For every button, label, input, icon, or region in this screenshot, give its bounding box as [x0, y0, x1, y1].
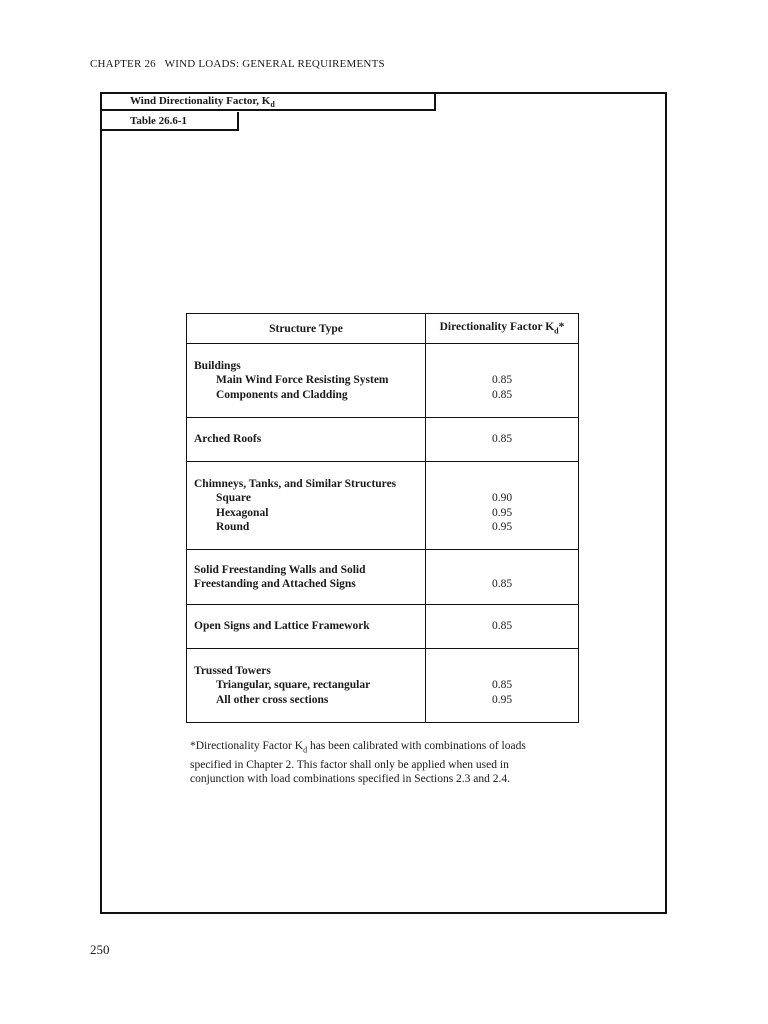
row-subitem: Triangular, square, rectangular [216, 679, 371, 692]
structure-type-cell [187, 649, 426, 723]
factor-value: 0.90 [491, 492, 513, 504]
table-row [187, 649, 579, 723]
chapter-label: CHAPTER 26 [90, 58, 156, 70]
factor-value: 0.95 [491, 506, 513, 519]
row-heading: Buildings [194, 359, 241, 372]
factor-value: 0.85 [491, 374, 513, 387]
factor-cell [426, 649, 579, 723]
table-header-row [187, 314, 579, 344]
table-row [187, 462, 579, 550]
factor-cell [426, 344, 579, 418]
factor-value: 0.85 [491, 388, 513, 401]
structure-type-cell [187, 550, 426, 605]
row-subitem: Hexagonal [216, 506, 269, 519]
row-subitem: Components and Cladding [216, 388, 348, 401]
row-heading: Arched Roofs [194, 433, 262, 446]
table-row [187, 344, 579, 418]
chapter-title: WIND LOADS: GENERAL REQUIREMENTS [164, 58, 385, 70]
factor-value: 0.85 [491, 679, 513, 692]
row-subitem: Square [216, 492, 251, 504]
row-subitem: All other cross sections [216, 693, 329, 706]
row-heading: Freestanding and Attached Signs [194, 578, 356, 590]
row-subitem: Round [216, 521, 250, 533]
structure-type-cell [187, 462, 426, 550]
table-row [187, 605, 579, 649]
table-title: Wind Directionality Factor, $K_d$ [130, 95, 275, 110]
header-structure-type: Structure Type [187, 314, 426, 344]
factor-cell [426, 462, 579, 550]
table-footnote: *Directionality Factor $K_d$ has been calibrated with combinations of loads specified in Chapter 2. This factor shall only be applied when used in conjunction with load combinations specified in Sections 2.3 and 2.4. [190, 740, 526, 785]
running-head [90, 58, 385, 70]
row-heading: Chimneys, Tanks, and Similar Structures [194, 477, 397, 490]
factor-value: 0.95 [491, 521, 513, 533]
factor-value: 0.85 [491, 578, 513, 590]
structure-type-cell [187, 418, 426, 462]
factor-value: 0.85 [491, 433, 513, 446]
table-row [187, 418, 579, 462]
structure-type-cell [187, 605, 426, 649]
factor-cell [426, 550, 579, 605]
directionality-table [186, 313, 579, 723]
header-directionality-factor: Directionality Factor $K_d*$ [426, 314, 579, 344]
row-heading: Solid Freestanding Walls and Solid [194, 563, 366, 576]
factor-cell [426, 418, 579, 462]
factor-value: 0.95 [491, 693, 513, 706]
factor-value: 0.85 [491, 620, 513, 633]
row-heading: Trussed Towers [194, 664, 271, 677]
table-row [187, 550, 579, 605]
row-heading: Open Signs and Lattice Framework [194, 620, 370, 633]
table-number: Table 26.6-1 [130, 115, 188, 127]
page-number: 250 [90, 942, 110, 957]
factor-cell [426, 605, 579, 649]
table-number-box [100, 112, 239, 131]
row-subitem: Main Wind Force Resisting System [216, 374, 389, 387]
structure-type-cell [187, 344, 426, 418]
table-title-box [100, 92, 436, 111]
